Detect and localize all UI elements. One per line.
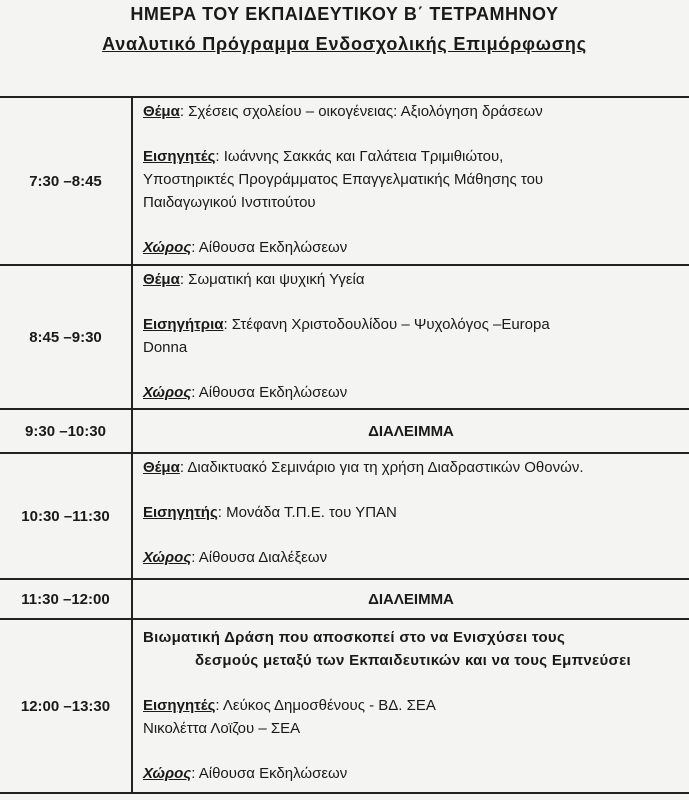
venue-text: : Αίθουσα Εκδηλώσεων bbox=[191, 239, 348, 256]
page-title: ΗΜΕΡΑ ΤΟΥ ΕΚΠΑΙΔΕΥΤΙΚΟΥ Β΄ ΤΕΤΡΑΜΗΝΟΥ bbox=[130, 4, 559, 24]
topic-text: : Σχέσεις σχολείου – οικογένειας: Αξιολόγηση δράσεων bbox=[179, 103, 543, 120]
speakers-label: Εισηγητές bbox=[143, 148, 216, 165]
session-time: 8:45 –9:30 bbox=[0, 266, 133, 408]
speakers-label: Εισηγητές bbox=[143, 697, 216, 714]
session-time: 9:30 –10:30 bbox=[0, 410, 133, 452]
speakers-text: Donna bbox=[143, 339, 188, 356]
activity-title: δεσμούς μεταξύ των Εκπαιδευτικών και να τους Εμπνεύσει bbox=[195, 652, 631, 669]
speakers-text: : Λεύκος Δημοσθένους - ΒΔ. ΣΕΑ bbox=[215, 697, 436, 714]
session-row bbox=[0, 266, 689, 410]
session-row bbox=[0, 98, 689, 266]
page-subtitle: Αναλυτικό Πρόγραμμα Ενδοσχολικής Επιμόρφωσης bbox=[102, 34, 587, 54]
speakers-label: Εισηγήτρια bbox=[143, 316, 224, 333]
venue-label: Χώρος bbox=[143, 549, 192, 566]
topic-label: Θέμα bbox=[143, 459, 180, 476]
session-time: 7:30 –8:45 bbox=[0, 98, 133, 264]
topic-label: Θέμα bbox=[143, 271, 180, 288]
activity-title: Βιωματική Δράση που αποσκοπεί στο να Ενισχύσει τους bbox=[143, 629, 566, 646]
venue-text: : Αίθουσα Εκδηλώσεων bbox=[191, 765, 348, 782]
break-row bbox=[0, 580, 689, 620]
session-time: 10:30 –11:30 bbox=[0, 454, 133, 578]
session-row bbox=[0, 454, 689, 580]
break-label: ΔΙΑΛΕΙΜΜΑ bbox=[368, 422, 454, 440]
speakers-text: Νικολέττα Λοϊζου – ΣΕΑ bbox=[143, 720, 301, 737]
topic-text: : Διαδικτυακό Σεμινάριο για τη χρήση Διαδραστικών Οθονών. bbox=[179, 459, 584, 476]
speakers-text: : Ιωάννης Σακκάς και Γαλάτεια Τριμιθιώτου, bbox=[215, 148, 504, 165]
speakers-text: : Στέφανη Χριστοδουλίδου – Ψυχολόγος –Europa bbox=[223, 316, 550, 333]
topic-text: : Σωματική και ψυχική Υγεία bbox=[179, 271, 365, 288]
speakers-text: Παιδαγωγικού Ινστιτούτου bbox=[143, 194, 316, 211]
session-time: 11:30 –12:00 bbox=[0, 580, 133, 618]
session-time: 12:00 –13:30 bbox=[0, 620, 133, 792]
speakers-label: Εισηγητής bbox=[143, 504, 218, 521]
session-details bbox=[133, 98, 689, 264]
session-details bbox=[133, 454, 689, 578]
break-label: ΔΙΑΛΕΙΜΜΑ bbox=[368, 590, 454, 608]
venue-label: Χώρος bbox=[143, 384, 192, 401]
speakers-text: Υποστηρικτές Προγράμματος Επαγγελματικής Μάθησης του bbox=[143, 171, 544, 188]
venue-text: : Αίθουσα Εκδηλώσεων bbox=[191, 384, 348, 401]
session-row bbox=[0, 620, 689, 794]
session-details bbox=[133, 620, 689, 792]
session-details bbox=[133, 266, 689, 408]
schedule-table bbox=[0, 96, 689, 794]
speakers-text: : Μονάδα Τ.Π.Ε. του ΥΠΑΝ bbox=[217, 504, 397, 521]
break-row bbox=[0, 410, 689, 454]
venue-text: : Αίθουσα Διαλέξεων bbox=[191, 549, 328, 566]
venue-label: Χώρος bbox=[143, 765, 192, 782]
venue-label: Χώρος bbox=[143, 239, 192, 256]
topic-label: Θέμα bbox=[143, 103, 180, 120]
